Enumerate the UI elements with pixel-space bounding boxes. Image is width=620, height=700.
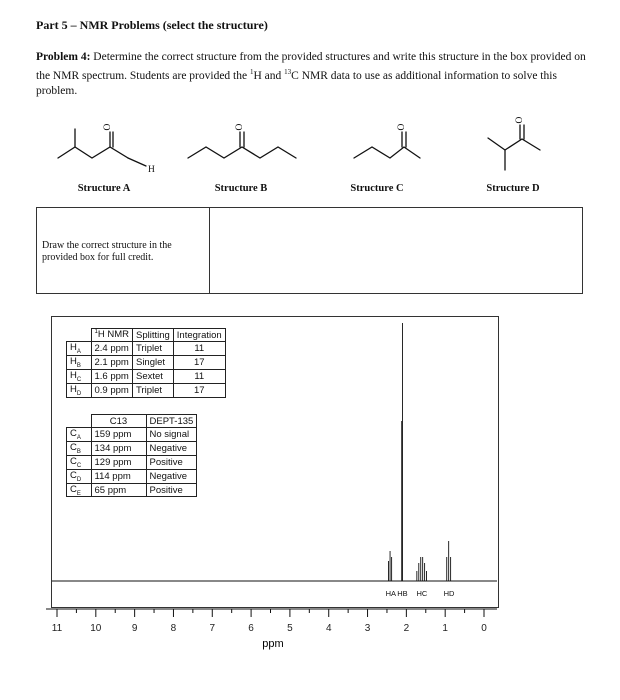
tick-label: 8: [170, 623, 177, 634]
ppm-cell: 1.6 ppm: [91, 369, 132, 383]
problem-statement: [36, 50, 596, 99]
tick-label: 2: [403, 623, 410, 634]
structure-a-drawing: [58, 129, 146, 166]
row-label: $C_E$: [67, 483, 92, 497]
row-label: $C_B$: [67, 441, 92, 455]
splitting-cell: Singlet: [132, 355, 173, 369]
row-label: $C_A$: [67, 428, 92, 442]
structure-b-oxygen: O: [235, 123, 245, 131]
tick-label: 5: [287, 623, 293, 634]
integration-header: Integration: [173, 329, 225, 342]
row-label: $H_D$: [67, 383, 92, 397]
dept-cell: Positive: [146, 483, 197, 497]
peak-label: HD: [443, 589, 455, 598]
axis-label: ppm: [262, 638, 284, 650]
integration-cell: 17: [173, 383, 225, 397]
peak-label: HA: [385, 589, 397, 598]
dept-cell: Negative: [146, 441, 197, 455]
row-label: $C_C$: [67, 455, 92, 469]
structure-a-oxygen: O: [103, 123, 113, 131]
structure-b-drawing: [188, 132, 296, 158]
row-label: $H_A$: [67, 342, 92, 356]
dept-cell: No signal: [146, 428, 197, 442]
tick-label-group: [52, 623, 487, 634]
splitting-cell: Triplet: [132, 342, 173, 356]
part-title: Part 5 – NMR Problems (select the structure): [36, 18, 268, 32]
dept-cell: Negative: [146, 469, 197, 483]
peak-label-group: [386, 589, 455, 598]
splitting-cell: Triplet: [132, 383, 173, 397]
ppm-cell: 129 ppm: [91, 455, 146, 469]
structure-d-label: Structure D: [486, 183, 540, 194]
c13-header: C13: [91, 415, 146, 428]
ppm-cell: 65 ppm: [91, 483, 146, 497]
integration-cell: 11: [173, 369, 225, 383]
structure-c-drawing: [354, 132, 420, 158]
structures-drawing: [0, 110, 620, 185]
c-superscript: 13: [284, 68, 292, 76]
row-label: $C_D$: [67, 469, 92, 483]
h-nmr-header-sup: 1: [94, 329, 98, 336]
structure-b-label: Structure B: [214, 183, 268, 194]
problem-label: Problem 4:: [36, 51, 91, 63]
peak-label: HB: [397, 589, 408, 598]
row-label: $H_C$: [67, 369, 92, 383]
structure-d-drawing: [488, 125, 540, 170]
draw-instruction: Draw the correct structure in the provided box for full credit.: [42, 240, 172, 263]
dept-header: DEPT-135: [146, 415, 197, 428]
ppm-cell: 2.4 ppm: [91, 342, 132, 356]
h-text: H and: [253, 69, 285, 82]
tick-label: 10: [90, 623, 102, 634]
h-superscript: 1: [250, 68, 254, 76]
problem-text-part1: Determine the correct structure from the provided structures and write this structure in the box provided on the NMR spectrum. Students are provided the: [36, 51, 586, 82]
tick-label: 4: [325, 623, 332, 634]
tick-label: 11: [51, 623, 63, 634]
structure-c-label: Structure C: [350, 183, 404, 194]
answer-drawing-box[interactable]: [209, 207, 583, 294]
structure-d-oxygen: O: [515, 116, 525, 124]
tick-label: 0: [481, 623, 487, 634]
peak-label: HC: [416, 589, 428, 598]
tick-label: 6: [248, 623, 254, 634]
dept-cell: Positive: [146, 455, 197, 469]
h-nmr-header-main: H NMR: [97, 329, 129, 341]
ppm-cell: 134 ppm: [91, 441, 146, 455]
tick-label: 7: [209, 623, 216, 634]
ppm-cell: 159 ppm: [91, 428, 146, 442]
ppm-cell: 114 ppm: [91, 469, 146, 483]
ppm-cell: 2.1 ppm: [91, 355, 132, 369]
nmr-spectrum: [0, 300, 620, 670]
tick-label: 1: [442, 623, 448, 634]
integration-cell: 17: [173, 355, 225, 369]
integration-cell: 11: [173, 342, 225, 356]
splitting-cell: Sextet: [132, 369, 173, 383]
splitting-header: Splitting: [132, 329, 173, 342]
row-label: $H_B$: [67, 355, 92, 369]
peak-group: [389, 323, 451, 581]
structure-a-h-atom: H: [148, 165, 155, 175]
tick-group: [57, 609, 484, 617]
problem-text-part2: C NMR data to use as additional information to solve this problem.: [36, 69, 557, 97]
tick-label: 9: [131, 623, 138, 634]
tick-label: 3: [364, 623, 371, 634]
ppm-cell: 0.9 ppm: [91, 383, 132, 397]
structure-a-label: Structure A: [77, 183, 131, 194]
structure-c-oxygen: O: [397, 123, 407, 131]
